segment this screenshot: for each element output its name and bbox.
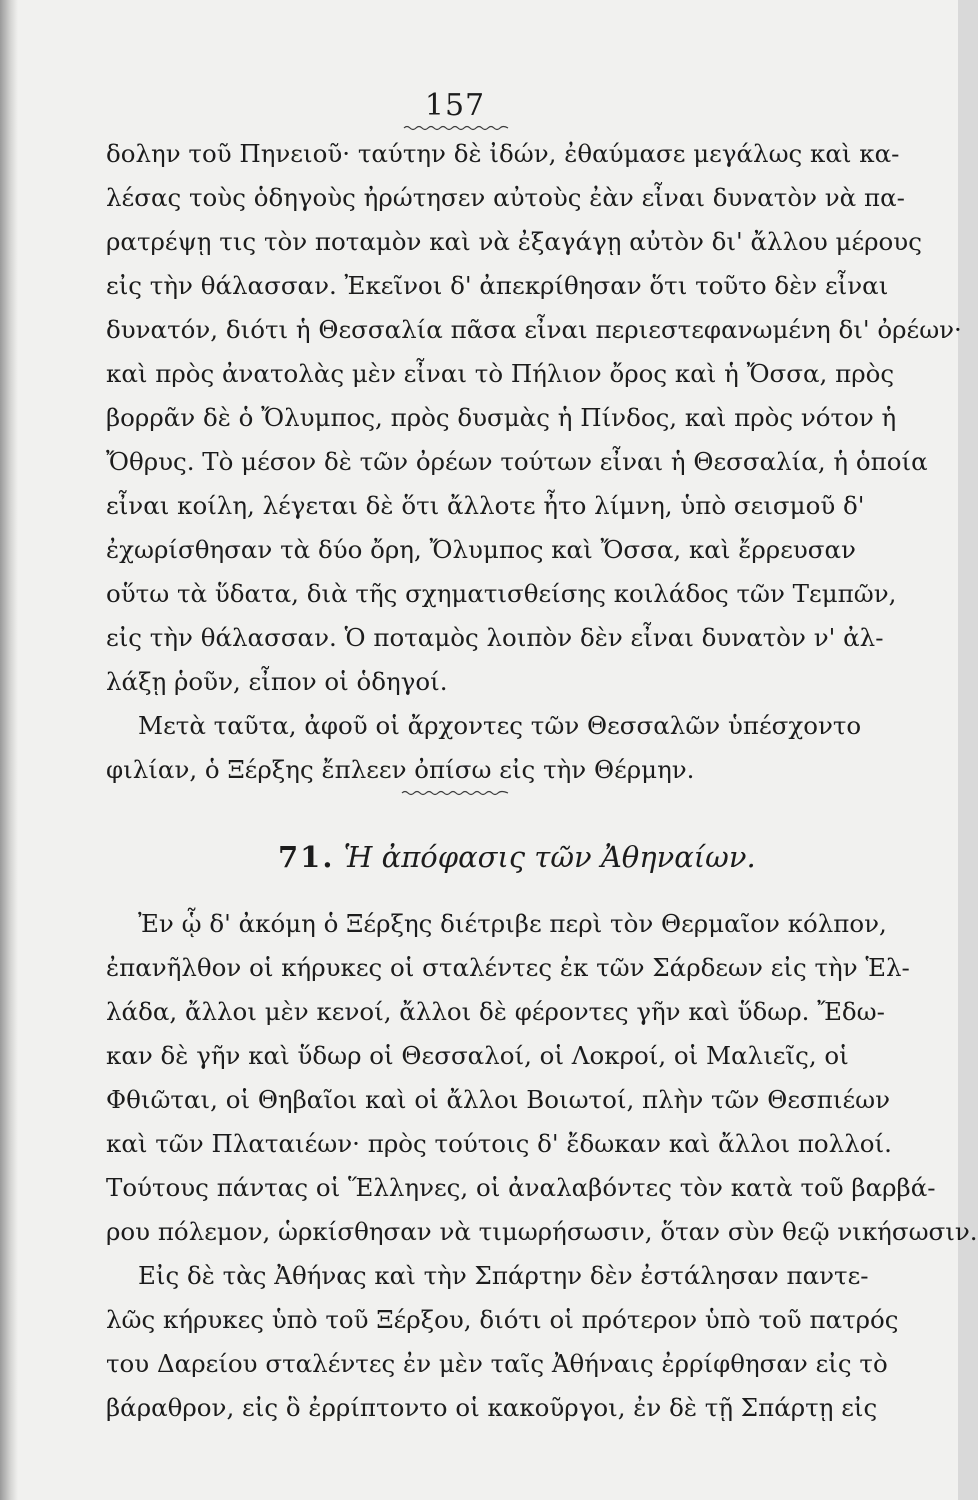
text-line: του Δαρείου σταλέντες ἐν μὲν ταῖς Ἀθήναις ἐρρίφθησαν εἰς τὸ <box>106 1349 888 1378</box>
text-line: Φθιῶται, οἱ Θηβαῖοι καὶ οἱ ἄλλοι Βοιωτοί, πλὴν τῶν Θεσπιέων <box>106 1085 891 1114</box>
text-line: βορρᾶν δὲ ὁ Ὄλυμπος, πρὸς δυσμὰς ἡ Πίνδος, καὶ πρὸς νότον ἡ <box>106 403 897 432</box>
text-line: λάξῃ ῥοῦν, εἶπον οἱ ὁδηγοί. <box>106 667 448 696</box>
text-line: οὕτω τὰ ὕδατα, διὰ τῆς σχηματισθείσης κοιλάδος τῶν Τεμπῶν, <box>106 579 897 608</box>
text-line: Ἐν ᾧ δ' ἀκόμη ὁ Ξέρξης διέτριβε περὶ τὸν Θερμαῖον κόλπον, <box>138 909 887 938</box>
text-line: λέσας τοὺς ὁδηγοὺς ἠρώτησεν αὐτοὺς ἐὰν εἶναι δυνατὸν νὰ πα- <box>106 183 905 212</box>
text-line: καν δὲ γῆν καὶ ὕδωρ οἱ Θεσσαλοί, οἱ Λοκροί, οἱ Μαλιεῖς, οἱ <box>106 1041 849 1070</box>
text-line: καὶ πρὸς ἀνατολὰς μὲν εἶναι τὸ Πήλιον ὄρος καὶ ἡ Ὄσσα, πρὸς <box>106 359 895 388</box>
text-line: ἐπανῆλθον οἱ κήρυκες οἱ σταλέντες ἐκ τῶν Σάρδεων εἰς τὴν Ἑλ- <box>106 953 910 982</box>
text-line: ρατρέψῃ τις τὸν ποταμὸν καὶ νὰ ἐξαγάγῃ αὐτὸν δι' ἄλλου μέρους <box>106 227 922 256</box>
text-line: εἰς τὴν θάλασσαν. Ὁ ποταμὸς λοιπὸν δὲν εἶναι δυνατὸν ν' ἀλ- <box>106 623 884 652</box>
text-line: Εἰς δὲ τὰς Ἀθήνας καὶ τὴν Σπάρτην δὲν ἐστάλησαν παντε- <box>138 1261 869 1290</box>
text-line: δυνατόν, διότι ἡ Θεσσαλία πᾶσα εἶναι περιεστεφανωμένη δι' ὀρέων· <box>106 315 962 344</box>
section-title: Ἡ ἀπόφασις τῶν Ἀθηναίων. <box>343 840 756 874</box>
page-gutter-shadow <box>0 0 18 1500</box>
page-number: 157 <box>424 88 486 123</box>
text-line: βάραθρον, εἰς ὃ ἐρρίπτοντο οἱ κακοῦργοι, ἐν δὲ τῇ Σπάρτῃ εἰς <box>106 1393 878 1422</box>
text-line: δολην τοῦ Πηνειοῦ· ταύτην δὲ ἰδών, ἐθαύμασε μεγάλως καὶ κα- <box>106 139 900 168</box>
text-line: ἐχωρίσθησαν τὰ δύο ὄρη, Ὄλυμπος καὶ Ὄσσα, καὶ ἔρρευσαν <box>106 535 856 564</box>
text-line: καὶ τῶν Πλαταιέων· πρὸς τούτοις δ' ἔδωκαν καὶ ἄλλοι πολλοί. <box>106 1129 892 1158</box>
text-line: ρου πόλεμον, ὡρκίσθησαν νὰ τιμωρήσωσιν, ὅταν σὺν θεῷ νικήσωσιν. <box>106 1217 978 1246</box>
section-number: 71. <box>278 840 335 874</box>
section-divider-ornament <box>400 788 510 798</box>
section-heading <box>278 832 756 882</box>
text-line: Μετὰ ταῦτα, ἀφοῦ οἱ ἄρχοντες τῶν Θεσσαλῶν ὑπέσχοντο <box>138 711 862 740</box>
text-line: λάδα, ἄλλοι μὲν κενοί, ἄλλοι δὲ φέροντες γῆν καὶ ὕδωρ. Ἔδω- <box>106 997 885 1026</box>
text-line: Ὄθρυς. Τὸ μέσον δὲ τῶν ὀρέων τούτων εἶναι ἡ Θεσσαλία, ἡ ὁποία <box>106 447 928 476</box>
text-line: Τούτους πάντας οἱ Ἕλληνες, οἱ ἀναλαβόντες τὸν κατὰ τοῦ βαρβά- <box>106 1173 936 1202</box>
header-ornament-line <box>402 124 510 132</box>
text-line: εἶναι κοίλη, λέγεται δὲ ὅτι ἄλλοτε ἦτο λίμνη, ὑπὸ σεισμοῦ δ' <box>106 491 865 520</box>
text-line: λῶς κήρυκες ὑπὸ τοῦ Ξέρξου, διότι οἱ πρότερον ὑπὸ τοῦ πατρός <box>106 1305 899 1334</box>
text-line: εἰς τὴν θάλασσαν. Ἐκεῖνοι δ' ἀπεκρίθησαν ὅτι τοῦτο δὲν εἶναι <box>106 271 889 300</box>
text-line: φιλίαν, ὁ Ξέρξης ἔπλεεν ὀπίσω εἰς τὴν Θέρμην. <box>106 755 695 784</box>
